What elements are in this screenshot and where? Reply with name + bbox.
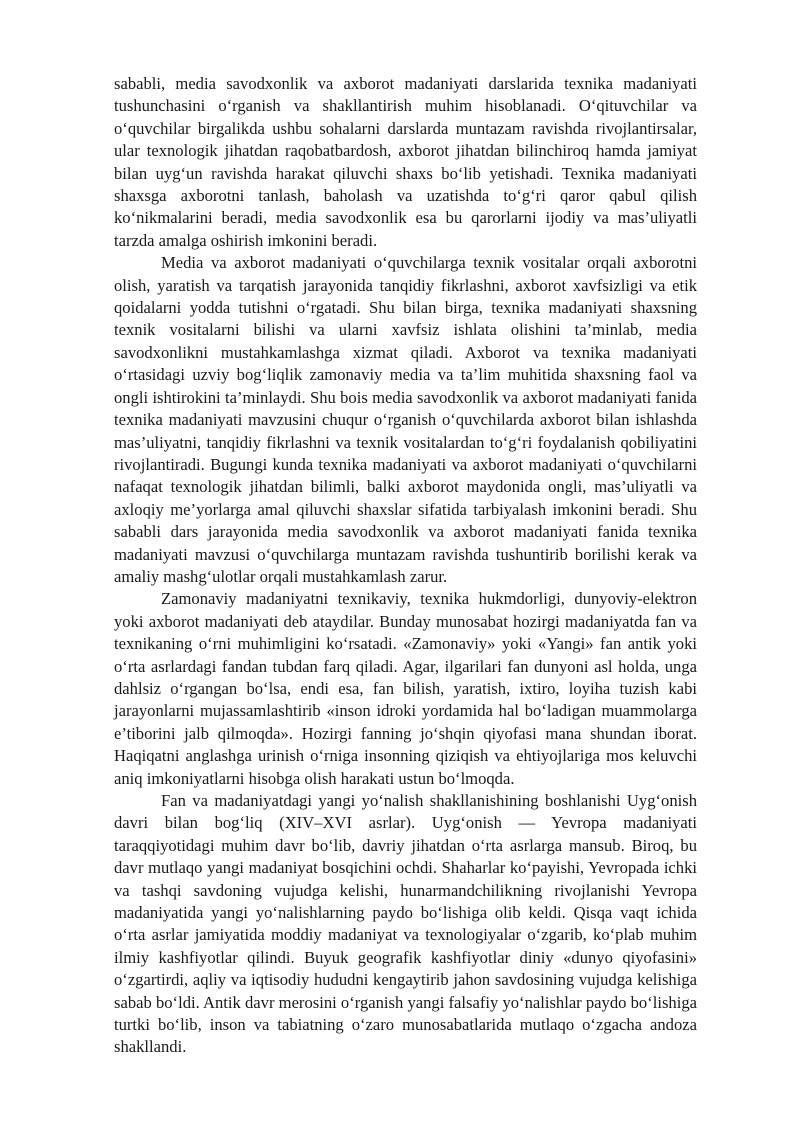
paragraph-media-axborot: Media va axborot madaniyati o‘quvchilarga texnik vositalar orqali axborotni olish, yaratish va tarqatish jarayonida tanqidiy fikrlashni, axborot xavfsizligi va etik qoidalarni yodda tutishni o‘rgatadi. Shu bilan birga, texnika madaniyati shaxsning texnik vositalarni bilishi va ularni xavfsiz ishlata olishini ta’minlab, media savodxonlikni mustahkamlashga xizmat qiladi. Axborot va texnika madaniyati o‘rtasidagi uzviy bog‘liqlik zamonaviy media va ta’lim muhitida shaxsning faol va ongli ishtirokini ta’minlaydi. Shu bois media savodxonlik va axborot madaniyati fanida texnika madaniyati mavzusini chuqur o‘rganish o‘quvchilarda axborot bilan ishlashda mas’uliyatni, tanqidiy fikrlashni va texnik vositalardan to‘g‘ri foydalanish qobiliyatini rivojlantiradi. Bugungi kunda texnika madaniyati va axborot madaniyati o‘quvchilarni nafaqat texnologik jihatdan bilimli, balki axborot maydonida ongli, mas’uliyatli va axloqiy me’yorlarga amal qiluvchi shaxslar sifatida tarbiyalash imkonini beradi. Shu sababli dars jarayonida media savodxonlik va axborot madaniyati fanida texnika madaniyati mavzusi o‘quvchilarga muntazam ravishda tushuntirib borilishi kerak va amaliy mashg‘ulotlar orqali mustahkamlash zarur. — [114, 253, 697, 586]
paragraph-continuation: sababli, media savodxonlik va axborot madaniyati darslarida texnika madaniyati tushunchasini o‘rganish va shakllantirish muhim hisoblanadi. O‘qituvchilar va o‘quvchilar birgalikda ushbu sohalarni darslarda muntazam ravishda rivojlantirsalar, ular texnologik jihatdan raqobatbardosh, axborot jihatdan bilinchiroq hamda jamiyat bilan uyg‘un ravishda harakat qiluvchi shaxs bo‘lib yetishadi. Texnika madaniyati shaxsga axborotni tanlash, baholash va uzatishda to‘g‘ri qaror qabul qilish ko‘nikmalarini beradi, media savodxonlik esa bu qarorlarni ijodiy va mas’uliyatli tarzda amalga oshirish imkonini beradi. — [114, 74, 697, 250]
paragraph-zamonaviy-madaniyat: Zamonaviy madaniyatni texnikaviy, texnika hukmdorligi, dunyoviy-elektron yoki axborot madaniyati deb ataydilar. Bunday munosabat hozirgi madaniyatda fan va texnikaning o‘rni muhimligini ko‘rsatadi. «Zamonaviy» yoki «Yangi» fan antik yoki o‘rta asrlardagi fandan tubdan farq qiladi. Agar, ilgarilari fan dunyoni asl holda, unga dahlsiz o‘rgangan bo‘lsa, endi esa, fan bilish, yaratish, ixtiro, loyiha tuzish kabi jarayonlarni mujassamlashtirib «inson idroki yordamida hal bo‘ladigan muammolarga e’tiborini jalb qilmoqda». Hozirgi fanning jo‘shqin qiyofasi mana shundan iborat. Haqiqatni anglashga urinish o‘rniga insonning qiziqish va ehtiyojlariga mos keluvchi aniq imkoniyatlarni hisobga olish harakati ustun bo‘lmoqda. — [114, 589, 697, 788]
paragraph-uygonish-davri: Fan va madaniyatdagi yangi yo‘nalish shakllanishining boshlanishi Uyg‘onish davri bilan bog‘liq (XIV–XVI asrlar). Uyg‘onish — Yevropa madaniyati taraqqiyotidagi muhim davr bo‘lib, davriy jihatdan o‘rta asrlarga mansub. Biroq, bu davr mutlaqo yangi madaniyat bosqichini ochdi. Shaharlar ko‘payishi, Yevropada ichki va tashqi savdoning vujudga kelishi, hunarmandchilikning rivojlanishi Yevropa madaniyatida yangi yo‘nalishlarning paydo bo‘lishiga olib keldi. Qisqa vaqt ichida o‘rta asrlar jamiyatida moddiy madaniyat va texnologiyalar o‘zgarib, ko‘plab muhim ilmiy kashfiyotlar qilindi. Buyuk geografik kashfiyotlar diniy «dunyo qiyofasini» o‘zgartirdi, aqliy va iqtisodiy hududni kengaytirib jahon savdosining vujudga kelishiga sabab bo‘ldi. Antik davr merosini o‘rganish yangi falsafiy yo‘nalishlar paydo bo‘lishiga turtki bo‘lib, inson va tabiatning o‘zaro munosabatlarida mutlaqo o‘zgacha andoza shakllandi. — [114, 791, 697, 1057]
document-page — [114, 73, 697, 1059]
